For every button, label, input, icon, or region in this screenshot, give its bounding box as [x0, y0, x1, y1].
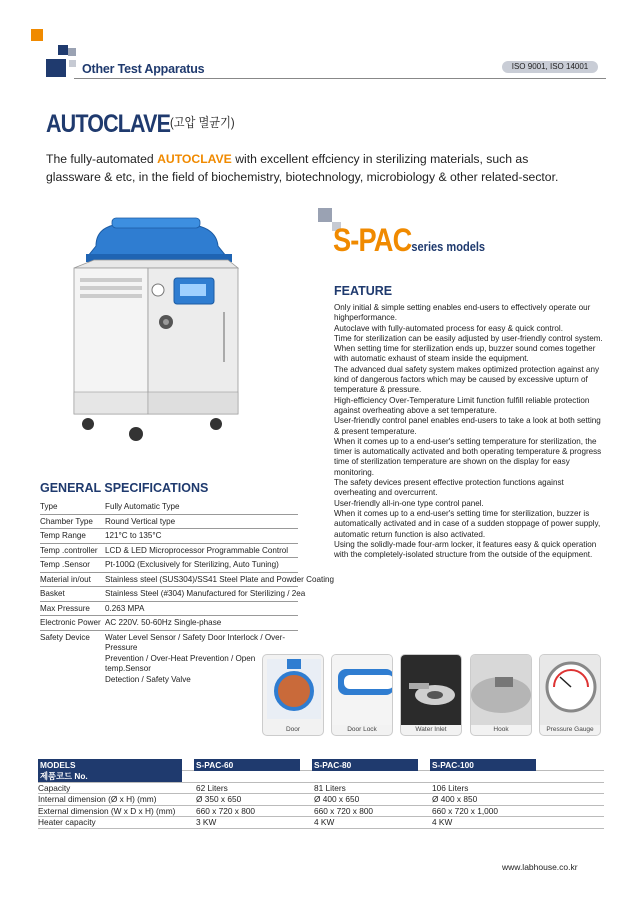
- spec-value: Fully Automatic Type: [105, 502, 180, 511]
- table-row: [38, 794, 604, 806]
- spec-value: Water Level Sensor / Safety Door Interlock / Over-Pressure Prevention / Over-Heat Prevention / Open temp.Sensor Detection / Safety Valve: [105, 632, 286, 684]
- table-cell: 62 Liters: [196, 782, 228, 793]
- models-header-cell: S-PAC-60: [194, 759, 300, 771]
- spec-key: Chamber Type: [40, 516, 93, 526]
- spec-key: Safety Device: [40, 632, 90, 642]
- thumbnail-hook: [470, 654, 532, 736]
- spec-value: LCD & LED Microprocessor Programmable Control: [105, 545, 289, 555]
- intro-highlight: AUTOCLAVE: [157, 152, 232, 166]
- table-row: [38, 806, 604, 818]
- title-main: AUTOCLAVE: [46, 110, 171, 138]
- specs-heading: GENERAL SPECIFICATIONS: [40, 481, 209, 495]
- table-cell: 4 KW: [432, 817, 453, 828]
- spec-row: [40, 544, 298, 559]
- models-header-cell: MODELS: [38, 759, 182, 771]
- feature-paragraph: Time for sterilization can be easily adjusted by user-friendly control system.: [334, 333, 603, 343]
- title-korean: (고압 멸균기): [170, 115, 235, 130]
- spec-key: Material in/out: [40, 574, 91, 584]
- hook-image: [471, 655, 532, 725]
- table-cell: Internal dimension (Ø x H) (mm): [38, 794, 157, 805]
- feature-heading: FEATURE: [334, 284, 393, 298]
- table-cell: Ø 400 x 650: [314, 794, 360, 805]
- models-header-row: [38, 759, 604, 771]
- door-image: [263, 655, 324, 725]
- thumbnail-water-inlet: [400, 654, 462, 736]
- section-title: Other Test Apparatus: [82, 62, 205, 76]
- spec-row: [40, 573, 335, 588]
- table-cell: 660 x 720 x 1,000: [432, 805, 498, 816]
- thumbnail-caption: Door: [285, 726, 301, 733]
- spec-row: [40, 631, 298, 687]
- models-header-cell: S-PAC-100: [430, 759, 536, 771]
- table-cell: 3 KW: [196, 817, 217, 828]
- table-row: [38, 783, 604, 795]
- feature-body: [334, 303, 604, 560]
- table-cell: 106 Liters: [432, 782, 469, 793]
- footer-url[interactable]: www.labhouse.co.kr: [502, 862, 578, 872]
- feature-paragraph: When it comes up to a end-user's setting time for sterilization, buzzer is automatically activated and in case of a sudden stoppage of power supply, automatic return function is also activated.: [334, 508, 601, 539]
- spec-value: Pt-100Ω (Exclusively for Sterilizing, Auto Tuning): [105, 560, 279, 569]
- header-divider: [74, 78, 606, 79]
- feature-paragraph: High-efficiency Over-Temperature Limit function fulfill reliable protection against overheating above a set temperature.: [334, 395, 590, 415]
- feature-paragraph: The advanced dual safety system makes optimized protection against any kind of dangerous factors which may be caused by excessive upturn of temperature & pressure.: [334, 364, 599, 395]
- spec-row: [40, 602, 298, 617]
- logo-square-grey-small: [69, 60, 76, 67]
- spec-row: [40, 558, 298, 573]
- spec-key: Max Pressure: [40, 603, 90, 613]
- spec-key: Electronic Power: [40, 618, 101, 627]
- spec-value: 121°C to 135°C: [105, 531, 162, 540]
- thumbnail-door: [262, 654, 324, 736]
- models-korean-row: [38, 771, 604, 783]
- spec-row: [40, 515, 298, 530]
- spec-key: Basket: [40, 589, 65, 598]
- logo-square-navy-small: [58, 45, 68, 55]
- series-title: [333, 222, 485, 259]
- spec-value: AC 220V. 50-60Hz Single-phase: [105, 618, 222, 627]
- spec-value: Stainless Steel (#304) Manufactured for Sterilizing / 2ea: [105, 589, 306, 598]
- intro-after: with excellent effciency in sterilizing materials, such as glassware & etc, in the field of biochemistry, biotechnology, microbiology & other related-sector.: [46, 152, 559, 184]
- thumbnail-pressure-gauge: [539, 654, 601, 736]
- feature-paragraph: Only initial & simple setting enables end-users to effectively operate our highperformance.: [334, 303, 591, 323]
- models-header-cell: S-PAC-80: [312, 759, 418, 771]
- spec-key: Temp .Sensor: [40, 560, 90, 569]
- pressure-gauge-image: [540, 655, 601, 725]
- thumbnail-caption: Door Lock: [347, 726, 377, 733]
- page-title: [46, 110, 235, 139]
- models-korean-label: 제품코드 No.: [38, 771, 182, 782]
- intro-before: The fully-automated: [46, 152, 158, 166]
- feature-paragraph: User-friendly control panel enables end-users to take a look at both setting & present temperature.: [334, 416, 601, 436]
- logo-square-grey: [68, 48, 76, 56]
- spec-row: [40, 587, 306, 602]
- series-name: S-PAC: [333, 222, 412, 258]
- spec-row: [40, 529, 298, 544]
- intro-text: [46, 150, 586, 186]
- spec-row: [40, 500, 298, 515]
- feature-paragraph: Using the solidly-made four-arm locker, it features easy & quick operation with the completely-isolated structure from the outside of the equipment.: [334, 539, 597, 560]
- table-row: [38, 817, 604, 829]
- table-cell: Ø 400 x 850: [432, 794, 478, 805]
- specs-table: [40, 500, 335, 686]
- table-cell: Capacity: [38, 782, 71, 793]
- feature-paragraph: The safety devices present effective protection functions against overheating and overcurrent.: [334, 478, 564, 498]
- table-cell: External dimension (W x D x H) (mm): [38, 805, 176, 816]
- spac-square-grey: [318, 208, 332, 222]
- series-suffix: series models: [411, 239, 486, 254]
- table-cell: Ø 350 x 650: [196, 794, 242, 805]
- spec-row: [40, 616, 298, 631]
- feature-paragraph: When it comes up to a end-user's setting temperature for sterilization, the timer is automatically activated and both operating temperature & progress time of sterilization temperature are shown on the display for easy monitoring.: [334, 436, 602, 477]
- logo-square-navy-large: [46, 59, 66, 77]
- table-cell: 660 x 720 x 800: [196, 805, 256, 816]
- thumbnail-caption: Pressure Gauge: [546, 726, 594, 733]
- models-table: [38, 759, 604, 829]
- table-cell: 81 Liters: [314, 782, 346, 793]
- spec-value: 0.263 MPA: [105, 603, 145, 613]
- thumbnail-caption: Water Inlet: [415, 726, 447, 733]
- water-inlet-image: [401, 655, 462, 725]
- certification-badge: ISO 9001, ISO 14001: [502, 61, 598, 73]
- door-lock-image: [332, 655, 393, 725]
- table-cell: 4 KW: [314, 817, 335, 828]
- logo-square-orange: [31, 29, 43, 41]
- autoclave-product-image: [66, 212, 246, 444]
- spec-key: Temp Range: [40, 531, 86, 540]
- thumbnail-caption: Hook: [493, 726, 509, 733]
- feature-paragraph: User-friendly all-in-one type control panel.: [334, 498, 484, 508]
- feature-paragraph: Autoclave with fully-automated process for easy & quick control.: [334, 323, 563, 333]
- spec-value: Round Vertical type: [105, 516, 176, 526]
- table-cell: Heater capacity: [38, 817, 96, 828]
- spec-key: Temp .controller: [40, 545, 98, 555]
- table-cell: 660 x 720 x 800: [314, 805, 374, 816]
- feature-paragraph: When setting time for sterilization ends up, buzzer sound comes together with automatic exhaust of steam inside the equipment.: [334, 344, 596, 364]
- thumbnail-door-lock: [331, 654, 393, 736]
- spec-key: Type: [40, 502, 58, 511]
- spec-value: Stainless steel (SUS304)/SS41 Steel Plate and Powder Coating: [105, 574, 335, 584]
